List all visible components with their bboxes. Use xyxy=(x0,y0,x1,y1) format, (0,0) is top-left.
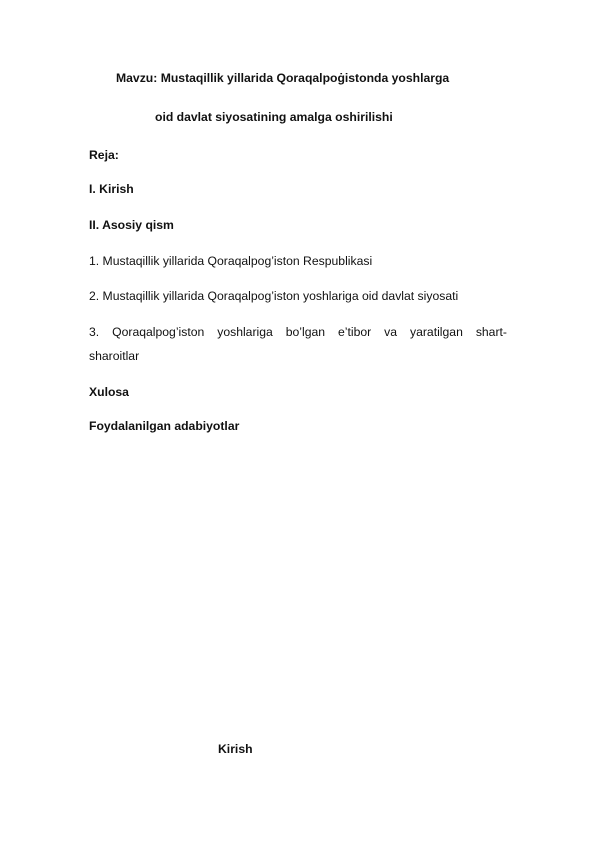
title-line-2: oid davlat siyosatining amalga oshirilishi xyxy=(155,110,393,124)
plan-item-3-word: yoshlariga xyxy=(217,325,273,339)
section-heading: Kirish xyxy=(218,742,253,756)
plan-label: Reja: xyxy=(89,148,119,162)
title-line-1: Mavzu: Mustaqillik yillarida Qoraqalpoġistonda yoshlarga xyxy=(116,71,450,85)
plan-main-part: II. Asosiy qism xyxy=(89,218,174,232)
plan-item-3-line-1 xyxy=(89,324,507,340)
plan-item-3-word: e’tibor xyxy=(338,325,372,339)
plan-intro: I. Kirish xyxy=(89,182,134,196)
plan-references: Foydalanilgan adabiyotlar xyxy=(89,419,240,433)
plan-item-2: 2. Mustaqillik yillarida Qoraqalpog’iston yoshlariga oid davlat siyosati xyxy=(89,289,459,303)
plan-item-3-word: va xyxy=(384,325,398,339)
plan-item-3-word: Qoraqalpog’iston xyxy=(112,325,205,339)
plan-conclusion: Xulosa xyxy=(89,385,129,399)
plan-item-3-word: bo’lgan xyxy=(285,325,326,339)
plan-item-3-word: yaratilgan xyxy=(410,325,463,339)
plan-item-3-word: 3. xyxy=(89,325,100,339)
plan-item-1: 1. Mustaqillik yillarida Qoraqalpog’iston Respublikasi xyxy=(89,254,373,268)
plan-item-3-word: shart- xyxy=(475,325,507,339)
plan-item-3-line-2: sharoitlar xyxy=(89,349,140,363)
